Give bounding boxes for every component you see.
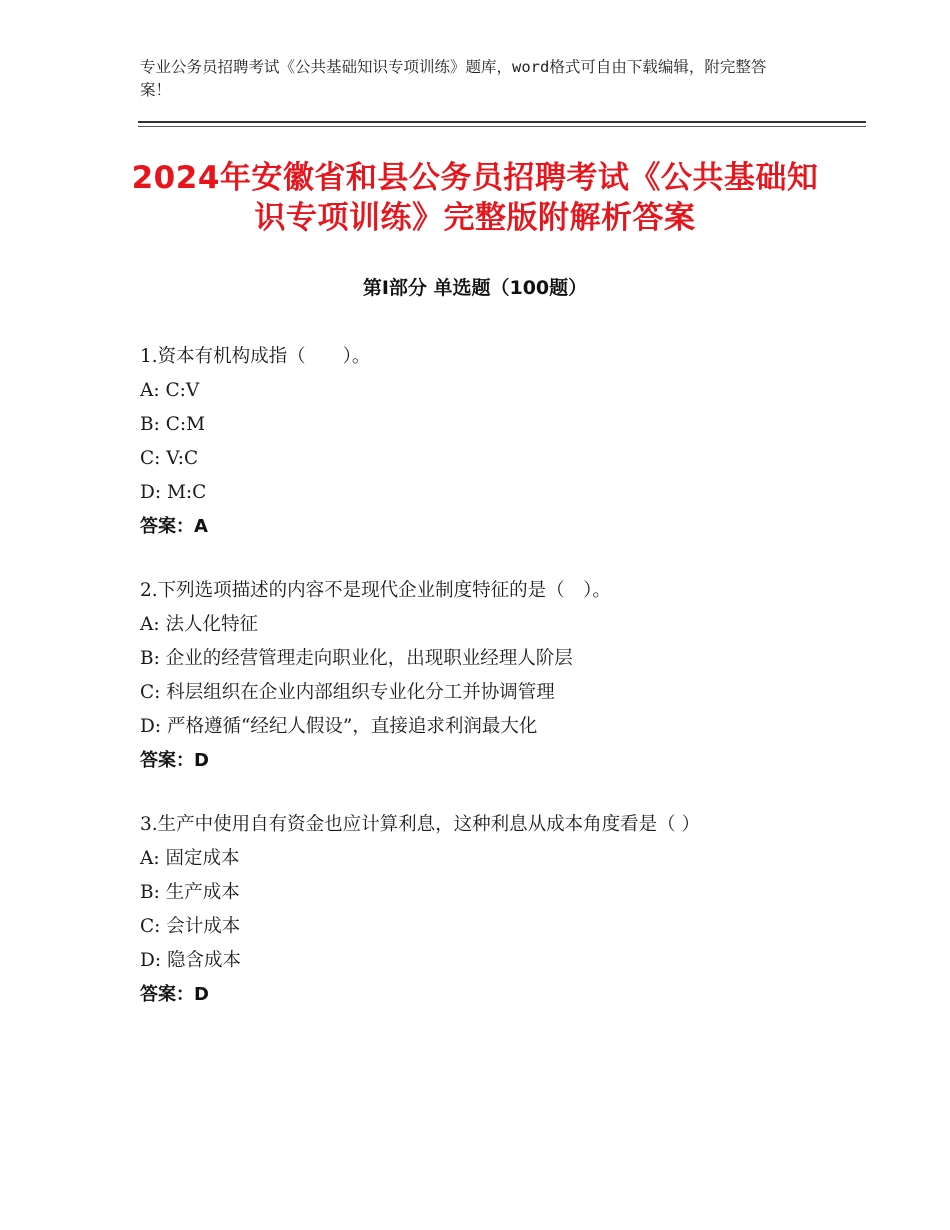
header-divider-thick (138, 121, 866, 123)
question-3 (140, 808, 860, 1012)
question-stem: 1.资本有机构成指（ ）。 (140, 346, 371, 367)
option-b: B: 企业的经营管理走向职业化，出现职业经理人阶层 (140, 648, 573, 669)
option-b: B: 生产成本 (140, 882, 240, 903)
question-1 (140, 340, 860, 544)
answer: 答案：D (140, 984, 209, 1005)
option-a: A: 法人化特征 (140, 614, 258, 635)
option-b: B: C:M (140, 414, 206, 435)
question-stem: 2.下列选项描述的内容不是现代企业制度特征的是（ ）。 (140, 580, 611, 601)
document-title: 2024年安徽省和县公务员招聘考试《公共基础知识专项训练》完整版附解析答案 (131, 160, 819, 236)
header-note: 专业公务员招聘考试《公共基础知识专项训练》题库，word格式可自由下载编辑，附完整答案！ (140, 58, 767, 99)
answer: 答案：D (140, 750, 209, 771)
option-c: C: V:C (140, 448, 199, 469)
answer: 答案：A (140, 516, 208, 537)
option-d: D: 隐含成本 (140, 950, 241, 971)
option-c: C: 科层组织在企业内部组织专业化分工并协调管理 (140, 682, 555, 703)
option-a: A: 固定成本 (140, 848, 240, 869)
question-stem: 3.生产中使用自有资金也应计算利息，这种利息从成本角度看是（ ） (140, 814, 701, 835)
section-title: 第Ⅰ部分 单选题（100题） (362, 277, 588, 299)
question-2 (140, 574, 860, 778)
option-d: D: M:C (140, 482, 207, 503)
option-d: D: 严格遵循“经纪人假设”，直接追求利润最大化 (140, 716, 538, 737)
header-divider-thin (138, 126, 866, 127)
option-c: C: 会计成本 (140, 916, 241, 937)
question-list (140, 340, 860, 1042)
option-a: A: C:V (140, 380, 200, 401)
